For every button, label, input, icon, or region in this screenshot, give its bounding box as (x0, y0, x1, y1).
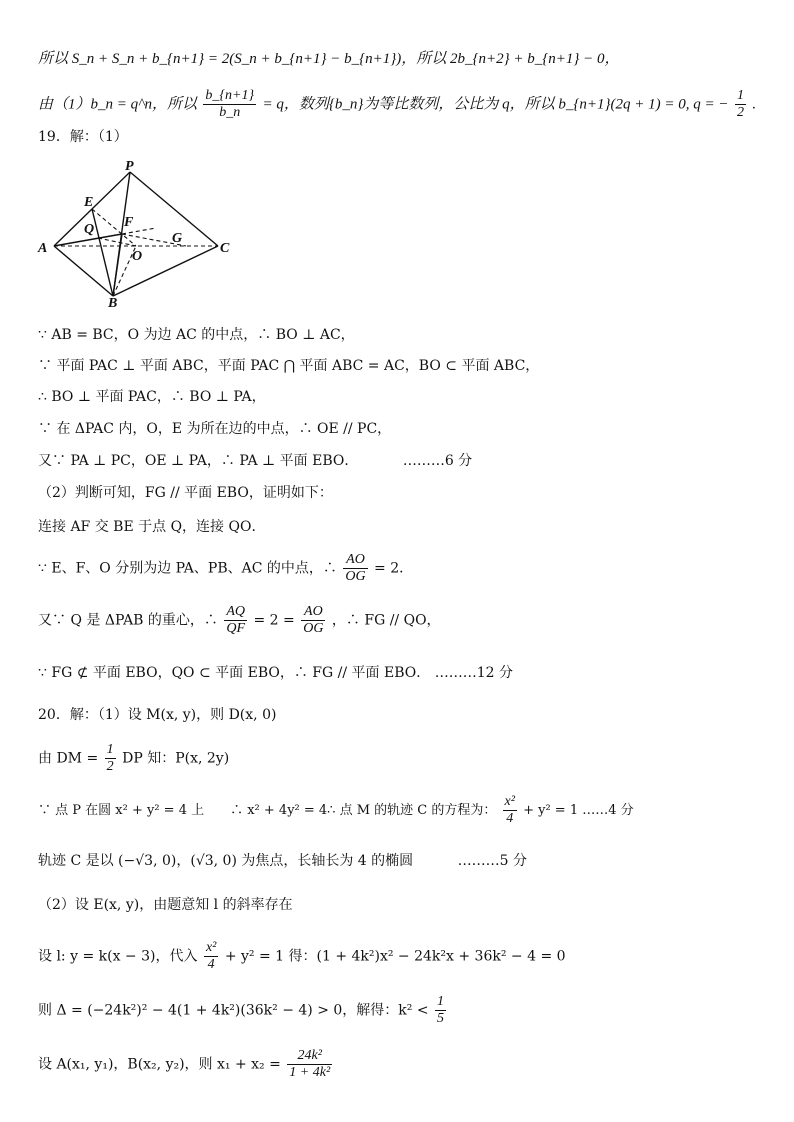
fraction-numerator: 24k² (287, 1048, 332, 1065)
text-line-7: ∵ 在 ΔPAC 内，O，E 为所在边的中点，∴ OE // PC， (38, 421, 392, 437)
text-seg: = 2． (374, 560, 414, 577)
text-seg: 设 A(x₁, y₁)，B(x₂, y₂)，则 x₁ + x₂ = (38, 1056, 281, 1073)
text-seg: 由（1）b_n = q^n，所以 (38, 96, 197, 113)
text-line-16 (38, 794, 634, 827)
text-seg: ∵ FG ⊄ 平面 EBO，QO ⊂ 平面 EBO，∴ FG // 平面 EBO． (38, 665, 431, 681)
fraction-denominator: OG (303, 621, 324, 636)
text-seg: = q，数列{b_n}为等比数列，公比为 q，所以 b_{n+1}(2q + 1) = 0, q = − (262, 96, 729, 113)
edge-BC (113, 246, 218, 296)
text-line-11 (38, 552, 413, 585)
label-G: G (172, 231, 183, 246)
score-marker: ………5 分 (457, 853, 527, 869)
label-E: E (84, 195, 94, 210)
text-seg: 轨迹 C 是以 (−√3, 0)，(√3, 0) 为焦点，长轴长为 4 的椭圆 (38, 853, 414, 869)
label-O: O (132, 249, 143, 264)
pyramid-figure (36, 160, 236, 308)
text-seg: 又∵ Q 是 ΔPAB 的重心，∴ (38, 612, 218, 629)
fraction-denominator: 1 + 4k² (289, 1065, 331, 1080)
segment-QO-dashed (98, 238, 136, 246)
label-C: C (220, 241, 230, 256)
text-line-5: ∵ 平面 PAC ⊥ 平面 ABC，平面 PAC ⋂ 平面 ABC = AC，BO ⊂ 平面 ABC， (38, 358, 540, 374)
fraction-denominator: 2 (736, 105, 744, 120)
problem-19-heading: 19．解：（1） (38, 129, 128, 145)
text-line-2 (38, 88, 756, 121)
text-line-17 (38, 852, 527, 870)
text-line-19 (38, 940, 566, 973)
text-line-4: ∵ AB = BC，O 为边 AC 的中点，∴ BO ⊥ AC， (38, 327, 355, 343)
text-line-10: 连接 AF 交 BE 于点 Q，连接 QO． (38, 519, 266, 535)
text-line-15 (38, 742, 229, 775)
fraction (735, 88, 746, 121)
fraction-numerator: 1 (106, 742, 114, 757)
text-seg: . (752, 96, 757, 113)
fraction (204, 940, 218, 973)
fraction-denominator: 2 (106, 759, 114, 774)
edge-AB (54, 246, 113, 296)
text-line-9: （2）判断可知，FG // 平面 EBO，证明如下： (38, 485, 333, 501)
text-line-12 (38, 604, 441, 637)
text-seg: + y² = 1 得：(1 + 4k²)x² − 24k²x + 36k² − 4 = 0 (224, 948, 566, 965)
fraction (435, 994, 446, 1027)
text-line-13 (38, 664, 513, 682)
fraction-numerator: AQ (226, 604, 246, 619)
fraction (105, 742, 116, 775)
text-line-18: （2）设 E(x, y)，由题意知 l 的斜率存在 (38, 897, 293, 913)
fraction (343, 552, 367, 585)
problem-20-heading: 20．解：（1）设 M(x, y)，则 D(x, 0) (38, 707, 277, 723)
text-seg: DP 知：P(x, 2y) (122, 750, 230, 767)
score-marker: ………12 分 (434, 665, 513, 681)
text-seg: ，∴ FG // QO， (331, 612, 441, 629)
score-marker: ………6 分 (402, 453, 473, 469)
text-line-8 (38, 452, 472, 470)
fraction (203, 88, 256, 121)
text-line-20 (38, 994, 448, 1027)
fraction-numerator: AO (343, 552, 367, 569)
text-seg: ∵ 点 P 在圆 x² + y² = 4 上 ∴ x² + 4y² = 4∴ 点 M 的轨迹 C 的方程为： (38, 803, 497, 818)
text-seg: 由 DM = (38, 750, 99, 767)
fraction-numerator: b_{n+1} (205, 88, 255, 103)
text-line-6: ∴ BO ⊥ 平面 PAC，∴ BO ⊥ PA， (38, 389, 266, 405)
text-seg: 又∵ PA ⊥ PC，OE ⊥ PA，∴ PA ⊥ 平面 EBO． (38, 453, 359, 469)
label-F: F (124, 215, 134, 230)
fraction-denominator: OG (345, 569, 366, 584)
fraction-numerator: 1 (437, 994, 445, 1009)
fraction (224, 604, 247, 637)
text-line-21 (38, 1048, 334, 1081)
segment-EB (92, 209, 113, 296)
label-P: P (125, 160, 134, 174)
fraction (503, 794, 517, 827)
text-seg: + y² = 1 (523, 803, 579, 818)
fraction (287, 1048, 332, 1081)
fraction-denominator: 4 (506, 811, 514, 826)
fraction-numerator: AO (301, 604, 325, 621)
text-line-1: 所以 S_n + S_n + b_{n+1} = 2(S_n + b_{n+1} − b_{n+1})，所以 2b_{n+2} + b_{n+1} − 0， (38, 51, 620, 67)
fraction-numerator: 1 (736, 88, 744, 103)
fraction-numerator: x² (205, 940, 217, 955)
text-seg: 设 l: y = k(x − 3)，代入 (38, 948, 198, 965)
score-marker: ……4 分 (582, 803, 634, 818)
label-A: A (38, 241, 48, 256)
label-B: B (108, 296, 118, 308)
fraction-numerator: x² (504, 794, 515, 809)
fraction-denominator: b_n (219, 105, 241, 120)
fraction (301, 604, 325, 637)
text-seg: = 2 = (253, 612, 295, 629)
fraction-denominator: 4 (207, 957, 215, 972)
text-seg: ∵ E、F、O 分别为边 PA、PB、AC 的中点，∴ (38, 560, 337, 577)
label-Q: Q (84, 222, 95, 237)
text-seg: 则 Δ = (−24k²)² − 4(1 + 4k²)(36k² − 4) > 0，解得：k² < (38, 1002, 429, 1019)
fraction-denominator: 5 (437, 1011, 445, 1026)
fraction-denominator: QF (226, 621, 246, 636)
